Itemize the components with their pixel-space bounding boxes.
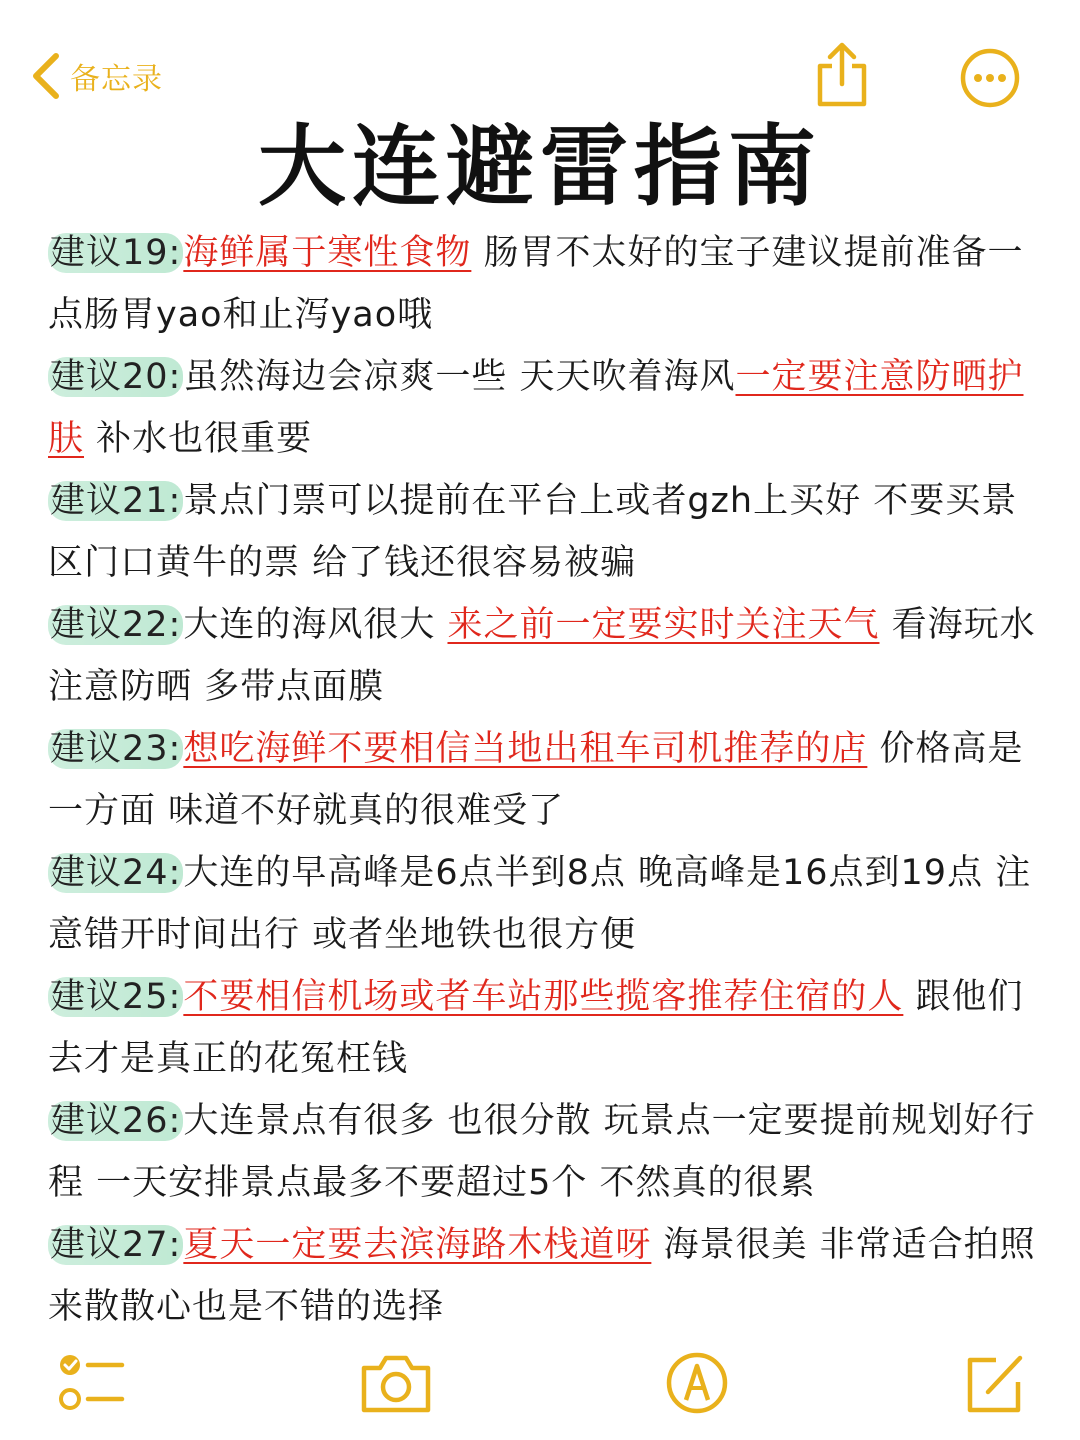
page-title: 大连避雷指南 [257,115,822,218]
tip-item [48,594,1038,718]
tip-highlight-text: 想吃海鲜不要相信当地出租车司机推荐的店 [183,729,868,769]
share-icon[interactable] [810,40,874,110]
tip-item [48,718,1038,842]
compose-icon[interactable] [962,1350,1028,1416]
tip-item [48,1090,1038,1214]
tip-label: 建议20: [50,357,182,397]
tip-label: 建议19: [50,233,182,273]
top-bar [0,0,1080,110]
tip-highlight-text: 来之前一定要实时关注天气 [447,605,880,645]
tip-text: 补水也很重要 [84,419,313,459]
bottom-toolbar [0,1350,1080,1430]
tip-highlight-text: 海鲜属于寒性食物 [183,233,472,273]
tip-text: 看海玩水 注意防晒 多带点面膜 [48,605,1036,707]
tip-label: 建议24: [50,853,182,893]
tip-item [48,1214,1038,1338]
tip-label: 建议26: [50,1101,182,1141]
tip-label: 建议21: [50,481,182,521]
tip-text: 跟他们去才是真正的花冤枉钱 [48,977,1024,1079]
tip-item [48,222,1038,346]
tip-label: 建议22: [50,605,182,645]
tip-label: 建议25: [50,977,182,1017]
chevron-left-icon [28,50,66,102]
tip-text: 大连的早高峰是6点半到8点 晚高峰是16点到19点 注意错开时间出行 或者坐地铁也很方便 [48,853,1032,955]
tip-text: 价格高是一方面 味道不好就真的很难受了 [48,729,1024,831]
tip-highlight-text: 夏天一定要去滨海路木栈道呀 [183,1225,652,1265]
tip-label: 建议27: [50,1225,182,1265]
tip-item [48,842,1038,966]
back-label: 备忘录 [70,62,163,97]
tips-list[interactable] [48,222,1038,1338]
more-options-icon[interactable] [958,46,1022,110]
tip-item [48,966,1038,1090]
camera-icon[interactable] [358,1350,434,1416]
tip-text: 大连景点有很多 也很分散 玩景点一定要提前规划好行程 一天安排景点最多不要超过5个 不然真的很累 [48,1101,1036,1203]
checklist-icon[interactable] [56,1350,126,1416]
tip-item [48,346,1038,470]
tip-text: 大连的海风很大 [183,605,448,645]
markup-icon[interactable] [664,1350,730,1416]
tip-item [48,470,1038,594]
tip-text: 虽然海边会凉爽一些 天天吹着海风 [183,357,736,397]
tip-highlight-text: 不要相信机场或者车站那些揽客推荐住宿的人 [183,977,904,1017]
tip-text: 海景很美 非常适合拍照 来散散心也是不错的选择 [48,1225,1036,1327]
tip-text: 景点门票可以提前在平台上或者gzh上买好 不要买景区门口黄牛的票 给了钱还很容易被骗 [48,481,1018,583]
tip-label: 建议23: [50,729,182,769]
tip-text: 肠胃不太好的宝子建议提前准备一点肠胃yao和止泻yao哦 [48,233,1024,335]
back-button[interactable] [28,48,163,104]
tip-highlight-text: 一定要注意防晒护肤 [48,357,1024,459]
